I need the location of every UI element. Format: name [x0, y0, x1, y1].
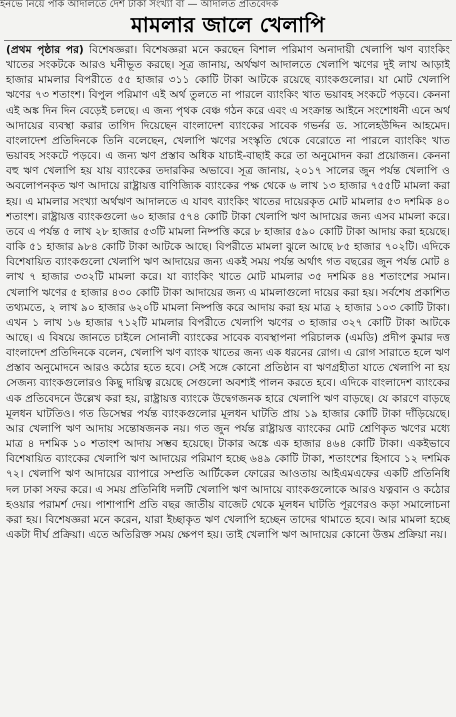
- article-headline: মামলার জালে খেলাপি: [131, 13, 325, 37]
- article-text: বিশেষজ্ঞরা। বিশেষজ্ঞরা মনে করছেন বিশাল পরিমাণ অনাদায়ী খেলাপি ঋণ ব্যাংকিং খাতের সংকটকে আরও ঘনীভূত করছে। সূত্র জানায়, অর্থঋণ আদালতে খেলাপি ঋণের দুই লাখ আড়াই হাজার মামলার বিপরীতে ৫৫ হাজার ৩১১ কোটি টাকা আটকে রয়েছে ব্যাংকগুলোর। যা মোট খেলাপি ঋণের ৭৩ শতাংশ। বিপুল পরিমাণ এই অর্থ তুলতে না পারলে ব্যাংকিং খাত ভয়াবহ সংকটে পড়বে। কেননা এই অঙ্ক দিন দিন বেড়েই চলছে। এ জন্য পৃথক বেঞ্চ গঠন করে এবং এ সংক্রান্ত আইনে সংশোধনী এনে অর্থ আদায়ের ব্যবস্থা করার তাগিদ দিয়েছেন বাংলাদেশ ব্যাংকের সাবেক গভর্নর ড. সালেহউদ্দিন আহমেদ। বাংলাদেশ প্রতিদিনকে তিনি বলেছেন, খেলাপি ঋণের সংস্কৃতি থেকে বেরোতে না পারলে ব্যাংকিং খাত ভয়াবহ সংকটে পড়বে। এ জন্য ঋণ প্রস্তাব অধিক যাচাই-বাছাই করে তা অনুমোদন করা প্রয়োজন। কেননা বহু ঋণ খেলাপি হয় যায় ব্যাংকের তদারকির অভাবে। সূত্র জানায়, ২০১৭ সালের জুন পর্যন্ত খেলাপি ও অবলোপনকৃত ঋণ আদায়ে রাষ্ট্রায়ত্ত বাণিজ্যিক ব্যাংকের পক্ষ থেকে ৬ লাখ ১৩ হাজার ৭৫৫টি মামলা করা হয়। এ মামলার সংখ্যা অর্থঋণ আদালতে এ যাবৎ ব্যাংকিং খাতের দায়েরকৃত মোট মামলার ৫৩ দশমিক ৪০ শতাংশ। রাষ্ট্রায়ত্ত ব্যাংকগুলো ৬০ হাজার ৫৭৪ কোটি টাকা খেলাপি ঋণ আদায়ের জন্য এসব মামলা করে। তবে এ পর্যন্ত ৫ লাখ ২৮ হাজার ৫৩টি মামলা নিষ্পত্তি করে ৮ হাজার ৫৯০ কোটি টাকা আদায় করা হয়েছে। বাকি ৫১ হাজার ৯৮৪ কোটি টাকা আটকে আছে। বিপরীতে মামলা ঝুলে আছে ৮৫ হাজার ৭০২টি। এদিকে বিশেষায়িত ব্যাংকগুলো খেলাপি ঋণ আদায়ের জন্য একই সময় পর্যন্ত অর্থাৎ গত বছরের জুন পর্যন্ত মোট ৪ লাখ ৭ হাজার ৩৩২টি মামলা করে। যা ব্যাংকিং খাতে মোট মামলার ৩৫ দশমিক ৪৪ শতাংশের সমান। খেলাপি ঋণের ৫ হাজার ৪৩০ কোটি টাকা আদায়ের জন্য এ মামলাগুলো দায়ের করা হয়। সর্বশেষ প্রকাশিত তথ্যমতে, ২ লাখ ৯০ হাজার ৬২০টি মামলা নিষ্পত্তি করে আদায় করা হয় মাত্র ২ হাজার ১০৩ কোটি টাকা। এখন ১ লাখ ১৬ হাজার ৭১২টি মামলার বিপরীতে খেলাপি ঋণের ৩ হাজার ৩২৭ কোটি টাকা আটকে আছে। এ বিষয়ে জানতে চাইলে সোনালী ব্যাংকের সাবেক ব্যবস্থাপনা পরিচালক (এমডি) প্রদীপ কুমার দত্ত বাংলাদেশ প্রতিদিনকে বলেন, খেলাপি ঋণ ব্যাংক খাতের জন্য এক ধরনের রোগ। এ রোগ সারাতে হলে ঋণ প্রস্তাব অনুমোদনে আরও কঠোর হতে হবে। সেই সঙ্গে কোনো প্রতিষ্ঠান বা ঋণগ্রহীতা যাতে খেলাপি না হয় সেজন্য ব্যাংকগুলোরও কিছু দায়িত্ব রয়েছে সেগুলো অবশ্যই পালন করতে হবে। এদিকে বাংলাদেশ ব্যাংকের এক প্রতিবেদনে উল্লেখ করা হয়, রাষ্ট্রায়ত্ত ব্যাংকে উদ্বেগজনক হারে খেলাপি ঋণ বাড়ছে। যে কারণে বাড়ছে মূলধন ঘাটতিও। গত ডিসেম্বর পর্যন্ত ব্যাংকগুলোর মূলধন ঘাটতি প্রায় ১৯ হাজার কোটি টাকা দাঁড়িয়েছে। আর খেলাপি ঋণ আদায় সন্তোষজনক নয়। গত জুন পর্যন্ত রাষ্ট্রায়ত্ত ব্যাংকের মোট শ্রেণিকৃত ঋণের মধ্যে মাত্র ৪ দশমিক ১০ শতাংশ আদায় সম্ভব হয়েছে। টাকার অঙ্কে এক হাজার ৪৬৪ কোটি টাকা। একইভাবে বিশেষায়িত ব্যাংকের খেলাপি ঋণ আদায়ের পরিমাণ হচ্ছে ৬৪৯ কোটি টাকা, শতাংশের হিসাবে ১২ দশমিক ৭২। খেলাপি ঋণ আদায়ের ব্যাপারে সম্প্রতি আর্টিকেল ফোরের আওতায় আইএমএফের একটি প্রতিনিধি দল ঢাকা সফর করে। এ সময় প্রতিনিধি দলটি খেলাপি ঋণ আদায়ে ব্যাংকগুলোকে আরও যত্নবান ও কঠোর হওয়ার পরামর্শ দেয়। পাশাপাশি প্রতি বছর জাতীয় বাজেট থেকে মূলধন ঘাটতি পূরণেরও কড়া সমালোচনা করা হয়। বিশেষজ্ঞরা মনে করেন, যারা ইচ্ছাকৃত ঋণ খেলাপি হচ্ছেন তাদের থামাতে হবে। আর মামলা হচ্ছে একটা দীর্ঘ প্রক্রিয়া। এতে অতিরিক্ত সময় ক্ষেপণ হয়। তাই খেলাপি ঋণ আদায়ের কোনো উত্তম প্রক্রিয়া নয়।: [6, 44, 450, 541]
- previous-article-fragment: ইনভে নিয়ে পাক আদালতে দেশ টাকা সংখ্যা বা — আদালত প্রতিবেদক: [0, 0, 279, 10]
- article-body: [6, 43, 450, 715]
- headline-divider: [4, 40, 452, 41]
- headline-container: [0, 10, 456, 40]
- continued-from-tag: (প্রথম পৃষ্ঠার পর): [6, 44, 84, 56]
